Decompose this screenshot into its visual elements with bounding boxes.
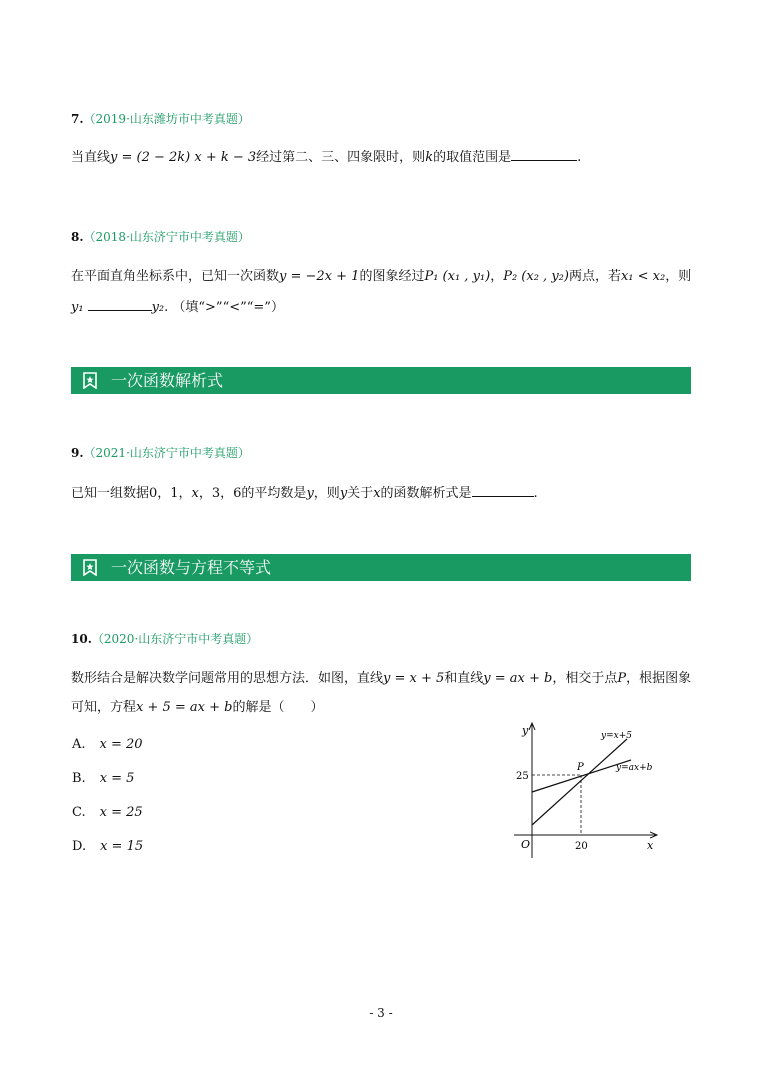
q8-text-d: ，则: [665, 269, 692, 284]
q8-y1: y₁: [71, 300, 84, 315]
q9-var-x: x: [191, 486, 199, 501]
q10-text-e: 可知，方程: [71, 700, 137, 715]
q7-source: （2019·山东潍坊市中考真题）: [83, 112, 250, 126]
q10-line2: [71, 696, 324, 715]
q8-point-p1: P₁ (x₁ , y₁): [424, 269, 491, 284]
option-label: A.: [72, 737, 86, 752]
q8-number: 8.: [71, 230, 84, 244]
option-value: x = 20: [99, 737, 143, 752]
q7-header: [71, 110, 250, 127]
q10-text-d: ，根据图象: [626, 671, 692, 686]
q7-text-c: 的取值范围是: [433, 150, 512, 165]
line-y-x-plus-5: [532, 739, 627, 825]
q10-text-f: 的解是（ ）: [232, 700, 324, 715]
option-value: x = 25: [99, 805, 143, 820]
q9-text-d: 关于: [347, 486, 374, 501]
x-axis-label: x: [647, 839, 654, 852]
q8-point-p2: P₂ (x₂ , y₂): [503, 269, 569, 284]
option-value: x = 15: [100, 839, 144, 854]
q10-equation: x + 5 = ax + b: [136, 700, 233, 715]
q8-line2: [71, 296, 284, 315]
q9-answer-blank[interactable]: [472, 484, 534, 497]
q8-y2: y₂: [151, 300, 165, 315]
page-number: - 3 -: [369, 1006, 393, 1020]
option-label: C.: [72, 805, 86, 820]
q8-sep: ，: [490, 269, 504, 284]
q10-point: P: [617, 671, 627, 686]
q9-header: [71, 444, 250, 461]
option-b[interactable]: [72, 771, 134, 786]
option-value: x = 5: [99, 771, 135, 786]
q9-text-e: 的函数解析式是: [380, 486, 472, 501]
option-a[interactable]: [72, 737, 143, 752]
q9-text: [71, 482, 538, 501]
section-banner-analytic-formula: [71, 367, 691, 394]
section-title: 一次函数解析式: [111, 371, 224, 390]
option-label: D.: [72, 839, 87, 854]
line1-label: y=x+5: [601, 731, 632, 741]
line2-label: y=ax+b: [616, 763, 653, 773]
q10-graph: [500, 718, 670, 863]
q7-text: [71, 146, 581, 165]
q8-formula: y = −2x + 1: [279, 269, 360, 284]
q9-text-b: ，3，6的平均数是: [198, 486, 307, 501]
q8-text-a: 在平面直角坐标系中，已知一次函数: [71, 269, 280, 284]
bookmark-star-icon: [83, 559, 97, 576]
x-tick-label: 20: [575, 841, 588, 852]
option-d[interactable]: [72, 839, 143, 854]
y-axis-label: y: [522, 724, 529, 737]
section-banner-equation-inequality: [71, 554, 691, 581]
q9-var-y2: y: [339, 486, 348, 501]
q8-hint: . （填“>”“<”“=”）: [164, 300, 284, 315]
q10-text-b: 和直线: [444, 671, 484, 686]
q9-text-c: ，则: [313, 486, 340, 501]
q10-number: 10.: [71, 632, 92, 646]
option-label: B.: [72, 771, 86, 786]
intersection-point-label: P: [577, 762, 584, 773]
q9-text-a: 已知一组数据0，1，: [71, 486, 192, 501]
q10-source: （2020·山东济宁市中考真题）: [91, 632, 259, 646]
q8-answer-blank[interactable]: [88, 298, 152, 311]
q9-var-y: y: [306, 486, 314, 501]
q8-line1: [71, 265, 691, 284]
section-title: 一次函数与方程不等式: [111, 558, 272, 577]
q7-end: .: [577, 150, 582, 165]
q10-text-a: 数形结合是解决数学问题常用的思想方法．如图，直线: [71, 671, 384, 686]
q10-header: [71, 630, 258, 647]
q10-formula-2: y = ax + b: [483, 671, 553, 686]
q7-text-b: 经过第二、三、四象限时，则: [256, 150, 426, 165]
q7-answer-blank[interactable]: [511, 148, 577, 161]
q9-source: （2021·山东济宁市中考真题）: [83, 446, 250, 460]
q9-number: 9.: [71, 446, 84, 460]
q8-source: （2018·山东济宁市中考真题）: [83, 230, 250, 244]
q8-header: [71, 228, 250, 245]
q10-formula-1: y = x + 5: [383, 671, 445, 686]
q9-end: .: [533, 486, 538, 501]
q7-formula: y = (2 − 2k) x + k − 3: [110, 150, 257, 165]
q7-text-a: 当直线: [71, 150, 111, 165]
option-c[interactable]: [72, 805, 143, 820]
bookmark-star-icon: [83, 372, 97, 389]
origin-label: O: [521, 838, 531, 851]
q7-number: 7.: [71, 112, 84, 126]
y-tick-label: 25: [516, 771, 529, 782]
q9-var-x2: x: [373, 486, 381, 501]
q8-condition: x₁ < x₂: [620, 269, 666, 284]
q8-text-c: 两点，若: [568, 269, 621, 284]
q7-var-k: k: [425, 150, 434, 165]
q10-text-c: ，相交于点: [552, 671, 618, 686]
q10-line1: [71, 667, 691, 686]
q8-text-b: 的图象经过: [359, 269, 425, 284]
